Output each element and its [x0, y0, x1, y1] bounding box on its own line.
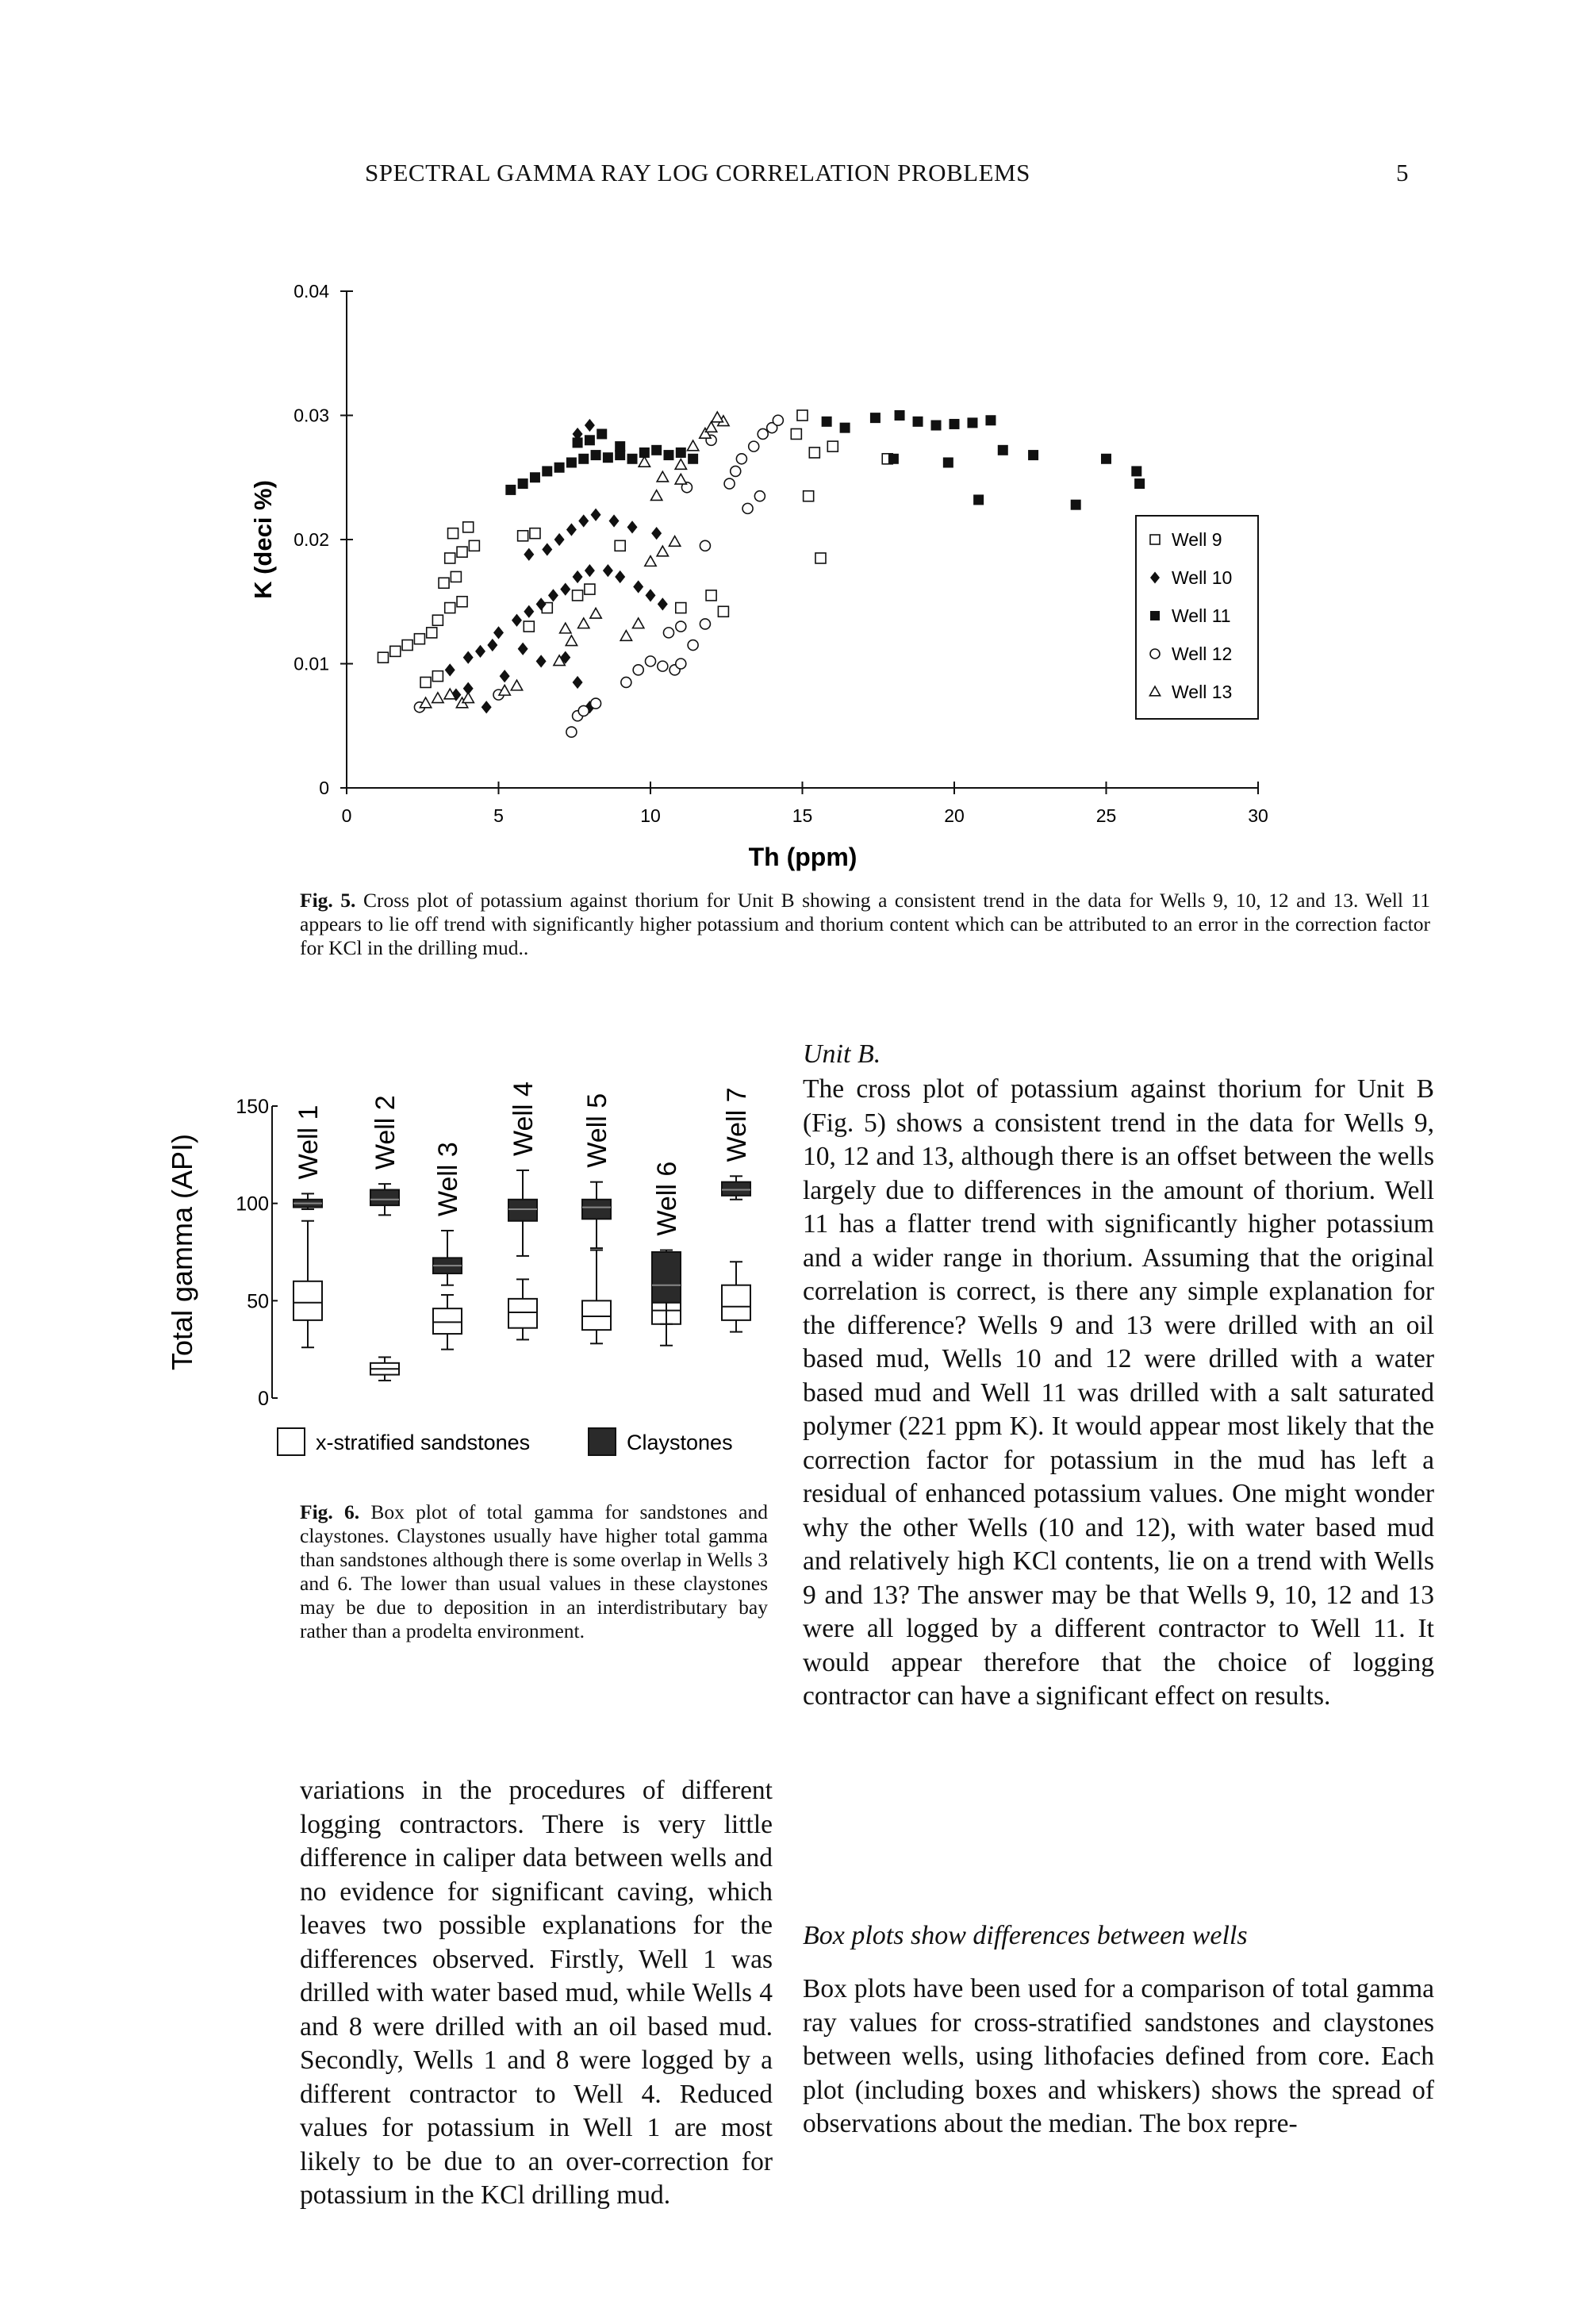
- legend-label: Well 11: [1172, 605, 1231, 626]
- box-group-well-5: [582, 1093, 612, 1343]
- page-number: 5: [1396, 159, 1409, 186]
- right-column-paragraph-2: Box plots have been used for a comparison of total gamma ray values for cross-stratified sandstones and claystones between wells, using lithofacies defined from core. Each plot (including boxes and whiskers) shows the spread of observations about the median. The box repre-: [803, 1974, 1434, 2138]
- legend: [278, 1428, 733, 1455]
- x-tick-label: 30: [1248, 805, 1268, 826]
- left-column-paragraph: variations in the procedures of different logging contractors. There is very little difference in caliper data between wells and no evidence for significant caving, which leaves two possible explanations for the differences observed. Firstly, Well 1 was drilled with water based mud, while Wells 4 and 8 were drilled with an oil based mud. Secondly, Wells 1 and 8 were logged by a different contractor to Well 4. Reduced values for potassium in Well 1 are most likely to be due to an over-correction for potassium in the KCl drilling mud.: [300, 1776, 773, 2210]
- y-tick-label: 0.04: [293, 281, 329, 302]
- legend-label: Well 9: [1172, 529, 1222, 550]
- x-tick-label: 10: [640, 805, 661, 826]
- figure-5-label: Fig. 5.: [300, 889, 356, 912]
- legend-label: Well 10: [1172, 567, 1233, 588]
- claystone-box: [582, 1200, 611, 1220]
- claystone-box: [508, 1200, 537, 1221]
- x-tick-label: 15: [792, 805, 813, 826]
- claystone-box: [722, 1182, 750, 1196]
- x-tick-label: 0: [341, 805, 352, 826]
- category-label: Well 3: [433, 1142, 463, 1217]
- box-group-well-7: [722, 1087, 752, 1331]
- x-axis-title: Th (ppm): [748, 843, 857, 871]
- y-tick-label: 0.02: [293, 529, 329, 550]
- box-group-well-2: [370, 1095, 401, 1381]
- y-tick-label: 50: [247, 1290, 269, 1313]
- section-heading-box-plots: Box plots show differences between wells: [803, 1921, 1248, 1950]
- legend-label: Claystones: [627, 1431, 733, 1454]
- figure-6-caption: [300, 1500, 768, 1643]
- y-tick-label: 0.03: [293, 405, 329, 426]
- sandstone-box: [293, 1281, 322, 1320]
- y-tick-label: 150: [236, 1096, 269, 1118]
- claystone-box: [370, 1189, 399, 1205]
- y-axis-title: K (deci %): [249, 480, 277, 599]
- category-label: Well 2: [370, 1095, 401, 1170]
- sandstone-box: [582, 1300, 611, 1330]
- sandstone-box: [722, 1285, 750, 1320]
- legend-label: x-stratified sandstones: [316, 1431, 531, 1454]
- x-tick-label: 20: [944, 805, 965, 826]
- box-group-well-3: [433, 1142, 463, 1350]
- claystone-box: [652, 1252, 681, 1303]
- y-tick-label: 0: [319, 778, 329, 798]
- category-label: Well 5: [582, 1093, 612, 1168]
- category-label: Well 4: [508, 1081, 539, 1156]
- sandstone-box: [508, 1299, 537, 1328]
- y-tick-label: 100: [236, 1193, 269, 1216]
- legend-swatch-claystone: [589, 1428, 616, 1455]
- y-tick-label: 0: [258, 1388, 269, 1410]
- box-group-well-1: [293, 1105, 324, 1348]
- category-label: Well 7: [722, 1087, 752, 1162]
- x-tick-label: 5: [493, 805, 504, 826]
- running-title: SPECTRAL GAMMA RAY LOG CORRELATION PROBLEMS: [365, 159, 1030, 186]
- box-group-well-4: [508, 1081, 539, 1339]
- figure-6-caption-text: Box plot of total gamma for sandstones and claystones. Claystones usually have higher total gamma than sandstones although there is some overlap in Wells 3 and 6. The lower than usual values in these claystones may be due to deposition in an interdistributary bay rather than a prodelta environment.: [300, 1500, 769, 1642]
- box-group-well-6: [652, 1162, 682, 1346]
- unit-b-subheading: Unit B.: [803, 1039, 881, 1069]
- legend-label: Well 13: [1172, 682, 1233, 702]
- y-tick-label: 0.01: [293, 653, 329, 674]
- category-label: Well 6: [652, 1161, 682, 1236]
- legend-label: Well 12: [1172, 643, 1233, 664]
- figure-5-caption-text: Cross plot of potassium against thorium for Unit B showing a consistent trend in the data for Wells 9, 10, 12 and 13. Well 11 appears to lie off trend with significantly higher potassium and thorium content which can be attributed to an error in the correction factor for KCl in the drilling mud..: [300, 889, 1431, 959]
- y-axis-title: Total gamma (API): [166, 1133, 198, 1371]
- right-column-paragraph-1: The cross plot of potassium against thorium for Unit B (Fig. 5) shows a consistent trend in the data for Wells 9, 10, 12 and 13, although there is an offset between the wells largely due to differences in the amount of thorium. Well 11 has a flatter trend with significantly higher potassium and a wider range in thorium. Assuming that the original correlation is correct, is there any simple explanation for the difference? Wells 9 and 13 were drilled with an oil based mud, Wells 10 and 12 were drilled with a water based mud and Well 11 was drilled with a salt saturated polymer (221 ppm K). It would appear most likely that the correction factor for potassium in the mud has left a residual of enhanced potassium values. One might wonder why the other Wells (10 and 12), with water based mud and relatively high KCl contents, lie on a trend with Wells 9 and 13? The answer may be that Wells 9, 10, 12 and 13 were all logged by a different contractor to Well 11. It would appear therefore that the choice of logging contractor can have a significant effect on results.: [803, 1074, 1434, 1711]
- figure-6-label: Fig. 6.: [300, 1500, 360, 1523]
- x-tick-label: 25: [1095, 805, 1117, 826]
- category-label: Well 1: [293, 1104, 324, 1180]
- sandstone-box: [433, 1308, 462, 1334]
- legend-swatch-sandstone: [278, 1428, 305, 1455]
